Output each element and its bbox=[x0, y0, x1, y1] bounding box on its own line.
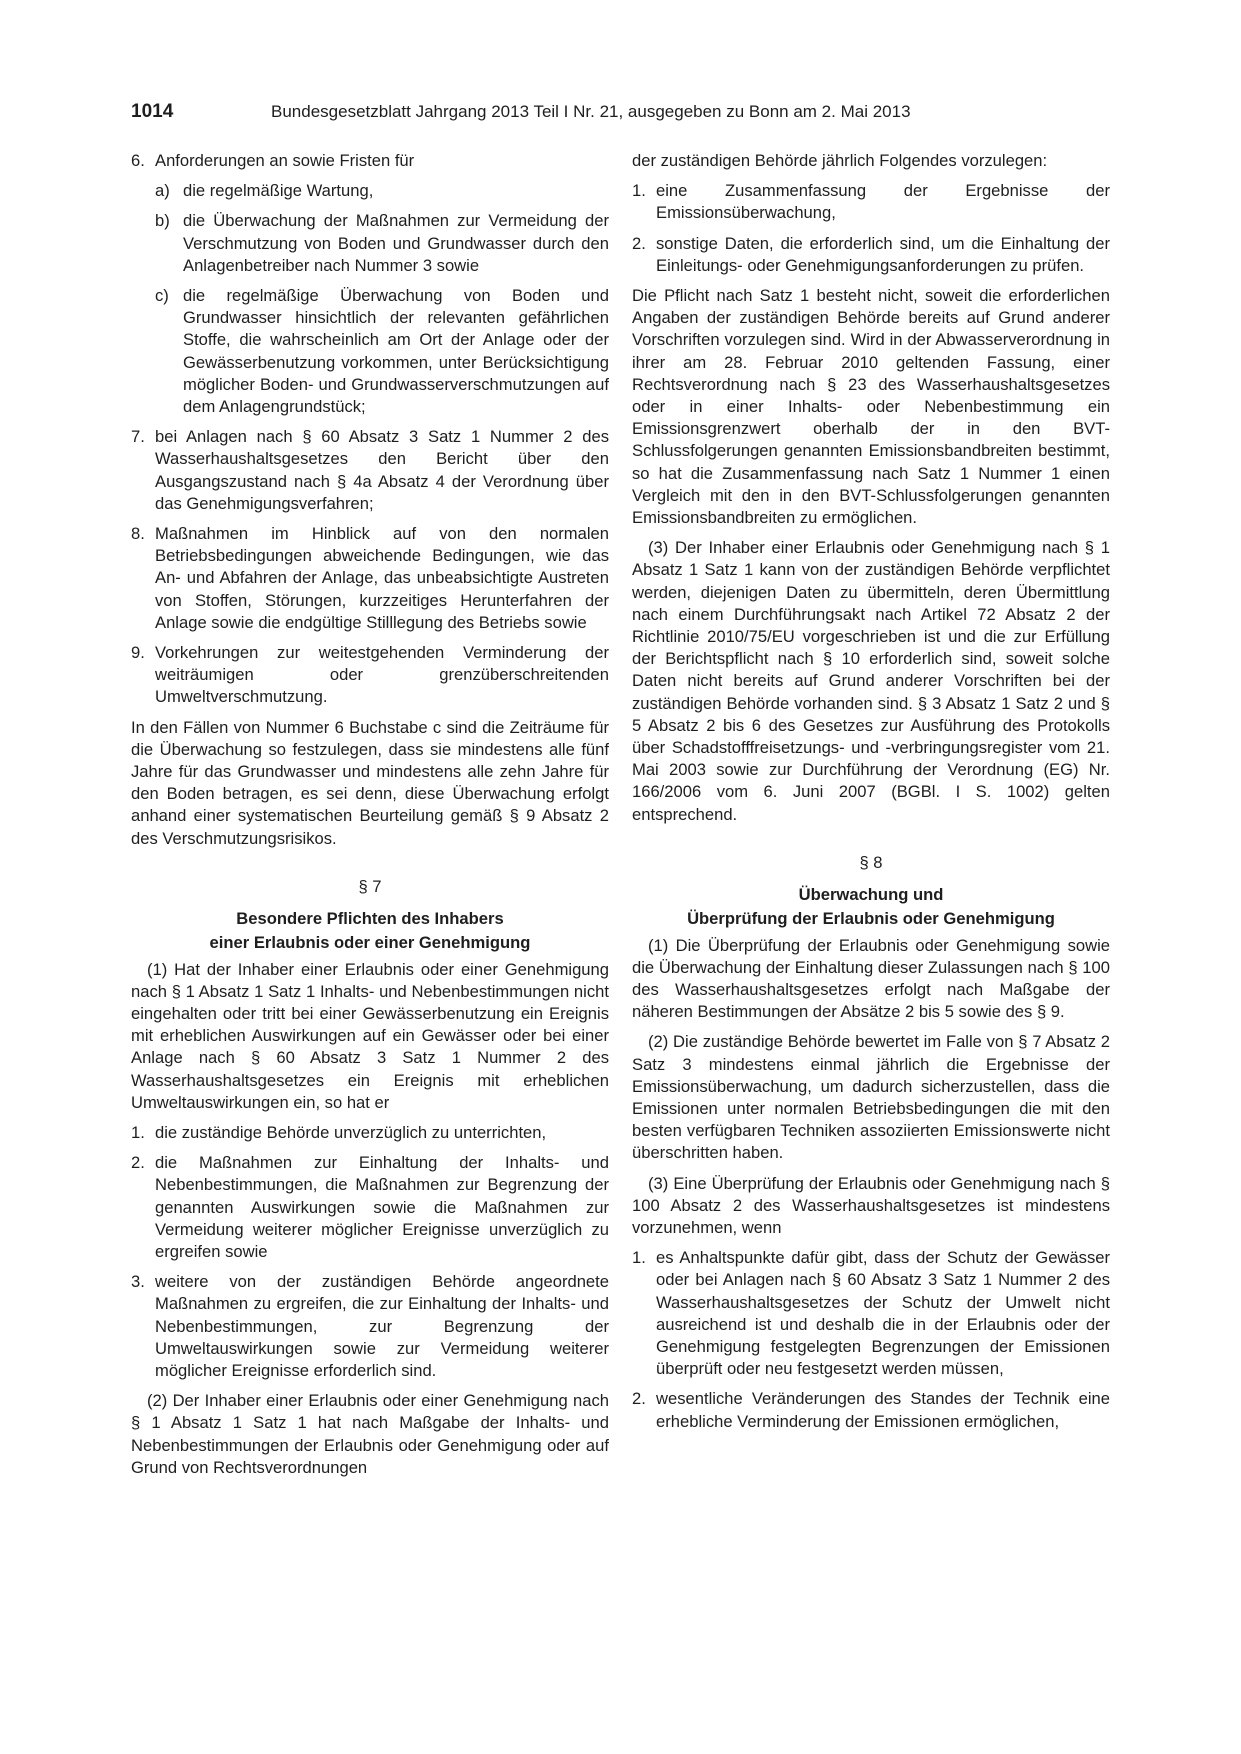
page-header bbox=[131, 101, 1111, 127]
list-text: die regelmäßige Überwachung von Boden und Grundwasser hinsichtlich der relevanten gefährlichen Stoffe, die wahrscheinlich am Ort der Anlage oder der Gewässerbenutzung vorkommen, unter Berücksichtigung möglicher Boden- und Grundwasserverschmutzungen auf dem Anlagengrundstück; bbox=[183, 286, 609, 417]
right-column bbox=[632, 150, 1110, 1441]
list-text: Maßnahmen im Hinblick auf von den normalen Betriebsbedingungen abweichende Bedingungen, wie das An- und Abfahren der Anlage, das unbeabsichtigte Austreten von Stoffen, Störungen, kurzzeitiges Herunterfahren der Anlage sowie die endgültige Stilllegung des Betriebs sowie bbox=[155, 524, 609, 632]
section-8-list-item-2 bbox=[632, 1388, 1110, 1432]
section-8-paragraph-1: (1) Die Überprüfung der Erlaubnis oder Genehmigung sowie die Überwachung der Einhaltung dieser Zulassungen nach § 100 des Wasserhaushaltsgesetzes erfolgt nach Maßgabe der näheren Bestimmungen der Absätze 2 bis 5 sowie des § 9. bbox=[632, 935, 1110, 1022]
list-text: die Überwachung der Maßnahmen zur Vermeidung der Verschmutzung von Boden und Grundwasser durch den Anlagenbetreiber nach Nummer 3 sowie bbox=[183, 211, 609, 275]
section-8-number: § 8 bbox=[859, 852, 883, 872]
continuation-text: der zuständigen Behörde jährlich Folgendes vorzulegen: bbox=[632, 151, 1048, 170]
list-text: weitere von der zuständigen Behörde angeordnete Maßnahmen zu ergreifen, die zur Einhaltung der Inhalts- und Nebenbestimmungen, zur Begrenzung der Umweltauswirkungen sowie zur Vermeidung weiterer möglicher Ereignisse erforderlich sind. bbox=[155, 1272, 609, 1380]
section-7-title-line1: Besondere Pflichten des Inhabers bbox=[236, 909, 504, 929]
list-marker: 1. bbox=[131, 1122, 145, 1142]
section-7-paragraph-1: (1) Hat der Inhaber einer Erlaubnis oder einer Genehmigung nach § 1 Absatz 1 Satz 1 Inhalts- und Nebenbestimmungen nicht eingehalten oder tritt bei einer Gewässerbenutzung ein Ereignis mit erheblichen Auswirkungen auf ein Gewässer oder bei einer Anlage nach § 60 Absatz 3 Satz 1 Nummer 2 des Wasserhaushaltsgesetzes ein Ereignis mit erheblichen Umweltauswirkungen ein, so hat er bbox=[131, 959, 609, 1112]
list-marker: a) bbox=[155, 181, 170, 201]
section-7-list-item-1 bbox=[131, 1122, 609, 1144]
list-item-9 bbox=[131, 642, 609, 709]
section-7-title-line2: einer Erlaubnis oder einer Genehmigung bbox=[209, 933, 531, 953]
list-marker: 1. bbox=[632, 181, 646, 201]
list-marker: 8. bbox=[131, 524, 145, 544]
right-list-item-2 bbox=[632, 233, 1110, 277]
list-text: Vorkehrungen zur weitestgehenden Verminderung der weiträumigen oder grenzüberschreitenden Umweltverschmutzung. bbox=[155, 643, 609, 707]
closing-paragraph: In den Fällen von Nummer 6 Buchstabe c sind die Zeiträume für die Überwachung so festzulegen, dass sie mindestens alle fünf Jahre für das Grundwasser und mindestens alle zehn Jahre für den Boden betragen, es sei denn, diese Überwachung erfolgt anhand einer systematischen Beurteilung gemäß § 9 Absatz 2 des Verschmutzungsrisikos. bbox=[131, 717, 609, 848]
section-8-title-line1: Überwachung und bbox=[798, 885, 944, 905]
section-7-number: § 7 bbox=[358, 876, 382, 896]
list-marker: b) bbox=[155, 211, 170, 231]
list-text: die Maßnahmen zur Einhaltung der Inhalts- und Nebenbestimmungen, die Maßnahmen zur Begrenzung der genannten Auswirkungen sowie die Maßnahmen zur Vermeidung weiterer möglicher Ereignisse unverzüglich zu ergreifen sowie bbox=[155, 1153, 609, 1261]
section-7-paragraph-2: (2) Der Inhaber einer Erlaubnis oder einer Genehmigung nach § 1 Absatz 1 Satz 1 hat nach Maßgabe der Inhalts- und Nebenbestimmungen der Erlaubnis oder Genehmigung oder auf Grund von Rechtsverordnungen bbox=[131, 1391, 609, 1477]
list-text: Anforderungen an sowie Fristen für bbox=[155, 151, 415, 170]
list-item-6 bbox=[131, 150, 609, 172]
list-item-8 bbox=[131, 523, 609, 634]
list-marker: c) bbox=[155, 286, 169, 306]
list-text: eine Zusammenfassung der Ergebnisse der Emissionsüberwachung, bbox=[656, 181, 1110, 223]
list-text: bei Anlagen nach § 60 Absatz 3 Satz 1 Nummer 2 des Wasserhaushaltsgesetzes den Bericht über den Ausgangszustand nach § 4a Absatz 4 der Verordnung über das Genehmigungsverfahren; bbox=[155, 427, 609, 513]
section-8-title-line2: Überprüfung der Erlaubnis oder Genehmigung bbox=[687, 909, 1055, 929]
list-marker: 6. bbox=[131, 151, 145, 170]
sublist bbox=[131, 180, 609, 418]
section-7-list-item-2 bbox=[131, 1152, 609, 1263]
list-text: sonstige Daten, die erforderlich sind, um die Einhaltung der Einleitungs- oder Genehmigungsanforderungen zu prüfen. bbox=[656, 233, 1110, 275]
list-marker: 2. bbox=[131, 1153, 145, 1173]
sublist-item-b bbox=[155, 210, 609, 277]
paragraph-3: (3) Der Inhaber einer Erlaubnis oder Genehmigung nach § 1 Absatz 1 Satz 1 kann von der zuständigen Behörde verpflichtet werden, diejenigen Daten zu übermitteln, deren Übermittlung nach einem Durchführungsakt nach Artikel 72 Absatz 2 der Richtlinie 2010/75/EU vorgeschrieben ist und die zur Erfüllung der Berichtspflicht nach § 10 erforderlich sind, soweit solche Daten nicht bereits auf Grund anderer Vorschriften bei der zuständigen Behörde vorhanden sind. § 3 Absatz 1 Satz 2 und § 5 Absatz 2 bis 6 des Gesetzes zur Ausführung des Protokolls über Schadstofffreisetzungs- und -verbringungsregister vom 21. Mai 2003 sowie zur Durchführung der Verordnung (EG) Nr. 166/2006 vom 6. Juni 2007 (BGBl. I S. 1002) gelten entsprechend. bbox=[632, 538, 1110, 824]
list-text: es Anhaltspunkte dafür gibt, dass der Schutz der Gewässer oder bei Anlagen nach § 60 Absatz 3 Satz 1 Nummer 2 des Wasserhaushaltsgesetzes der Schutz der Umwelt nicht ausreichend ist und deshalb die in der Erlaubnis oder der Genehmigung festgelegten Begrenzungen der Emissionen überprüft oder neu festgesetzt werden müssen, bbox=[656, 1248, 1110, 1379]
list-text: wesentliche Veränderungen des Standes der Technik eine erhebliche Verminderung der Emissionen ermöglichen, bbox=[656, 1389, 1110, 1431]
list-item-7 bbox=[131, 426, 609, 515]
list-text: die zuständige Behörde unverzüglich zu unterrichten, bbox=[155, 1122, 547, 1142]
list-text: die regelmäßige Wartung, bbox=[183, 181, 374, 201]
sublist-item-a bbox=[155, 180, 609, 202]
satz-paragraph: Die Pflicht nach Satz 1 besteht nicht, soweit die erforderlichen Angaben der zuständigen Behörde bereits auf Grund anderer Vorschriften vorzulegen sind. Wird in der Abwasserverordnung in ihrer am 28. Februar 2010 geltenden Fassung, einer Rechtsverordnung nach § 23 des Wasserhaushaltsgesetzes oder in einer Inhalts- oder Nebenbestimmung ein Emissionsgrenzwert oberhalb der in den BVT-Schlussfolgerungen genannten Emissionsbandbreiten bestimmt, so hat die Zusammenfassung nach Satz 1 Nummer 1 einen Vergleich mit den in den BVT-Schlussfolgerungen genannten Emissionsbandbreiten zu ermöglichen. bbox=[632, 286, 1110, 528]
list-marker: 9. bbox=[131, 643, 145, 663]
section-8-paragraph-3: (3) Eine Überprüfung der Erlaubnis oder Genehmigung nach § 100 Absatz 2 des Wasserhaushaltsgesetzes ist mindestens vorzunehmen, wenn bbox=[632, 1173, 1110, 1237]
running-title: Bundesgesetzblatt Jahrgang 2013 Teil I Nr. 21, ausgegeben zu Bonn am 2. Mai 2013 bbox=[271, 102, 911, 121]
list-marker: 3. bbox=[131, 1272, 145, 1292]
list-marker: 1. bbox=[632, 1248, 646, 1268]
section-8-paragraph-2: (2) Die zuständige Behörde bewertet im Falle von § 7 Absatz 2 Satz 3 mindestens einmal jährlich die Ergebnisse der Emissionsüberwachung, um dadurch sicherzustellen, dass die Emissionen unter normalen Betriebsbedingungen die mit den besten verfügbaren Techniken assoziierten Emissionswerte nicht überschritten haben. bbox=[632, 1032, 1110, 1163]
list-marker: 7. bbox=[131, 427, 145, 447]
list-marker: 2. bbox=[632, 1389, 646, 1409]
page-number: 1014 bbox=[131, 101, 174, 122]
right-list-item-1 bbox=[632, 180, 1110, 224]
section-7-list-item-3 bbox=[131, 1271, 609, 1382]
section-8-list-item-1 bbox=[632, 1247, 1110, 1380]
list-marker: 2. bbox=[632, 233, 646, 253]
sublist-item-c bbox=[155, 285, 609, 418]
left-column bbox=[131, 150, 609, 1479]
